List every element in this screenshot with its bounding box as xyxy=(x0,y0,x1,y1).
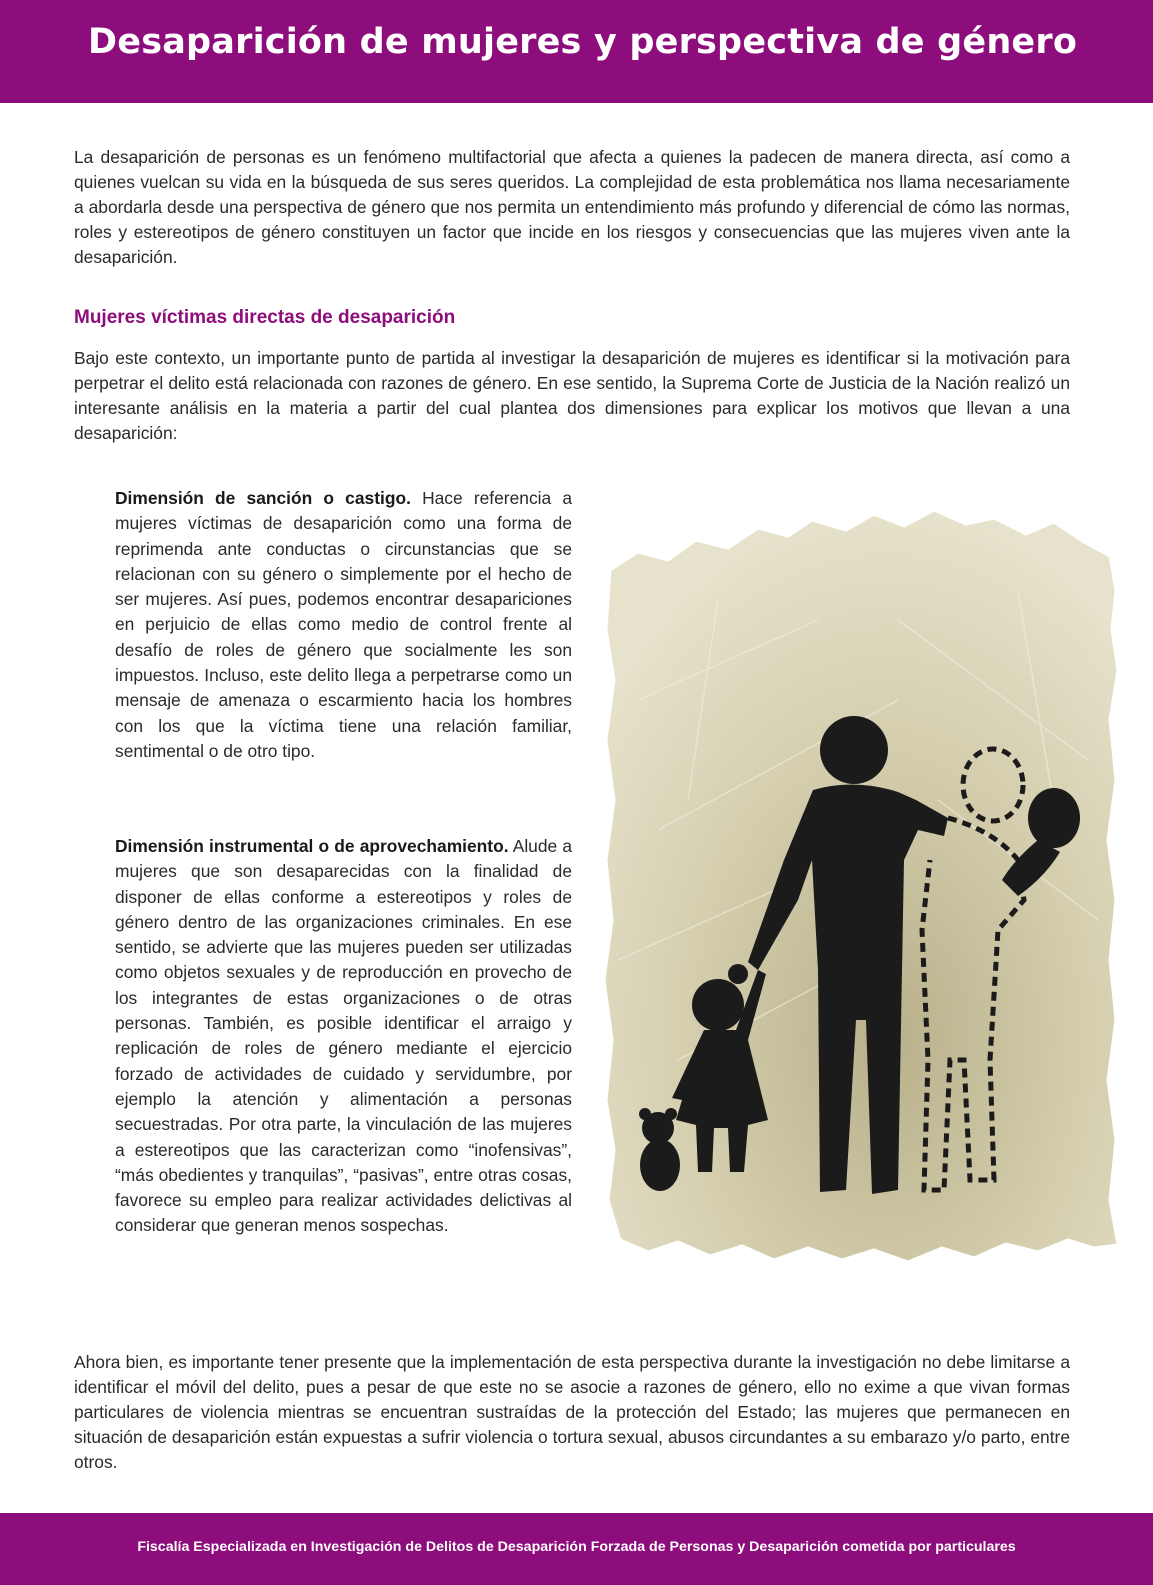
section-subtitle: Mujeres víctimas directas de desaparición xyxy=(74,307,456,328)
dimension-instrumental-title: Dimensión instrumental o de aprovechamiento. xyxy=(115,836,509,856)
page-title: Desaparición de mujeres y perspectiva de género xyxy=(88,22,1078,62)
closing-paragraph: Ahora bien, es importante tener presente que la implementación de esta perspectiva durante la investigación no debe limitarse a identificar el móvil del delito, pues a pesar de que este no se asocie a razones de género, ello no exime a que vivan formas particulares de violencia mientras se encuentran sustraídas de la protección del Estado; las mujeres que permanecen en situación de desaparición están expuestas a sufrir violencia o tortura sexual, abusos circundantes a su embarazo y/o parto, entre otros. xyxy=(74,1352,1070,1472)
page-header xyxy=(0,0,1153,103)
page-footer xyxy=(0,1513,1153,1585)
dimension-sancion-text: Hace referencia a mujeres víctimas de desaparición como una forma de reprimenda ante conductas o circunstancias que se relacionan con su género o simplemente por el hecho de ser mujeres. Así pues, podemos encontrar desapariciones en perjuicio de ellas como medio de control frente al desafío de roles de género que socialmente les son impuestos. Incluso, este delito llega a perpetrarse como un mensaje de amenaza o escarmiento hacia los hombres con los que la víctima tiene una relación familiar, sentimental o de otro tipo. xyxy=(115,488,573,761)
section-paragraph: Bajo este contexto, un importante punto de partida al investigar la desaparición de mujeres es identificar si la motivación para perpetrar el delito está relacionada con razones de género. En ese sentido, la Suprema Corte de Justicia de la Nación realizó un interesante análisis en la materia a partir del cual plantea dos dimensiones para explicar los motivos que llevan a una desaparición: xyxy=(74,348,1070,443)
family-silhouette-illustration xyxy=(598,500,1120,1270)
footer-text: Fiscalía Especializada en Investigación de Delitos de Desaparición Forzada de Personas y Desaparición cometida por particulares xyxy=(137,1539,1016,1555)
dimension-sancion xyxy=(115,486,572,764)
intro-paragraph: La desaparición de personas es un fenómeno multifactorial que afecta a quienes la padecen de manera directa, así como a quienes vuelcan su vida en la búsqueda de sus seres queridos. La complejidad de esta problemática nos llama necesariamente a abordarla desde una perspectiva de género que nos permita un entendimiento más profundo y diferencial de cómo las normas, roles y estereotipos de género constituyen un factor que incide en los riesgos y consecuencias que las mujeres viven ante la desaparición. xyxy=(74,147,1070,267)
dimension-instrumental xyxy=(115,834,572,1239)
dimension-sancion-title: Dimensión de sanción o castigo. xyxy=(115,488,411,508)
dimension-instrumental-text: Alude a mujeres que son desaparecidas con la finalidad de disponer de ellas conforme a estereotipos y roles de género dentro de las organizaciones criminales. En ese sentido, se advierte que las mujeres pueden ser utilizadas como objetos sexuales y de reproducción en provecho de los integrantes de estas organizaciones o de otras personas. También, es posible identificar el arraigo y replicación de roles de género mediante el ejercicio forzado de actividades de cuidado y servidumbre, por ejemplo la atención y alimentación a personas secuestradas. Por otra parte, la vinculación de las mujeres a estereotipos que las caracterizan como “inofensivas”, “más obedientes y tranquilas”, “pasivas”, entre otras cosas, favorece su empleo para realizar actividades delictivas al considerar que generan menos sospechas. xyxy=(115,836,573,1236)
